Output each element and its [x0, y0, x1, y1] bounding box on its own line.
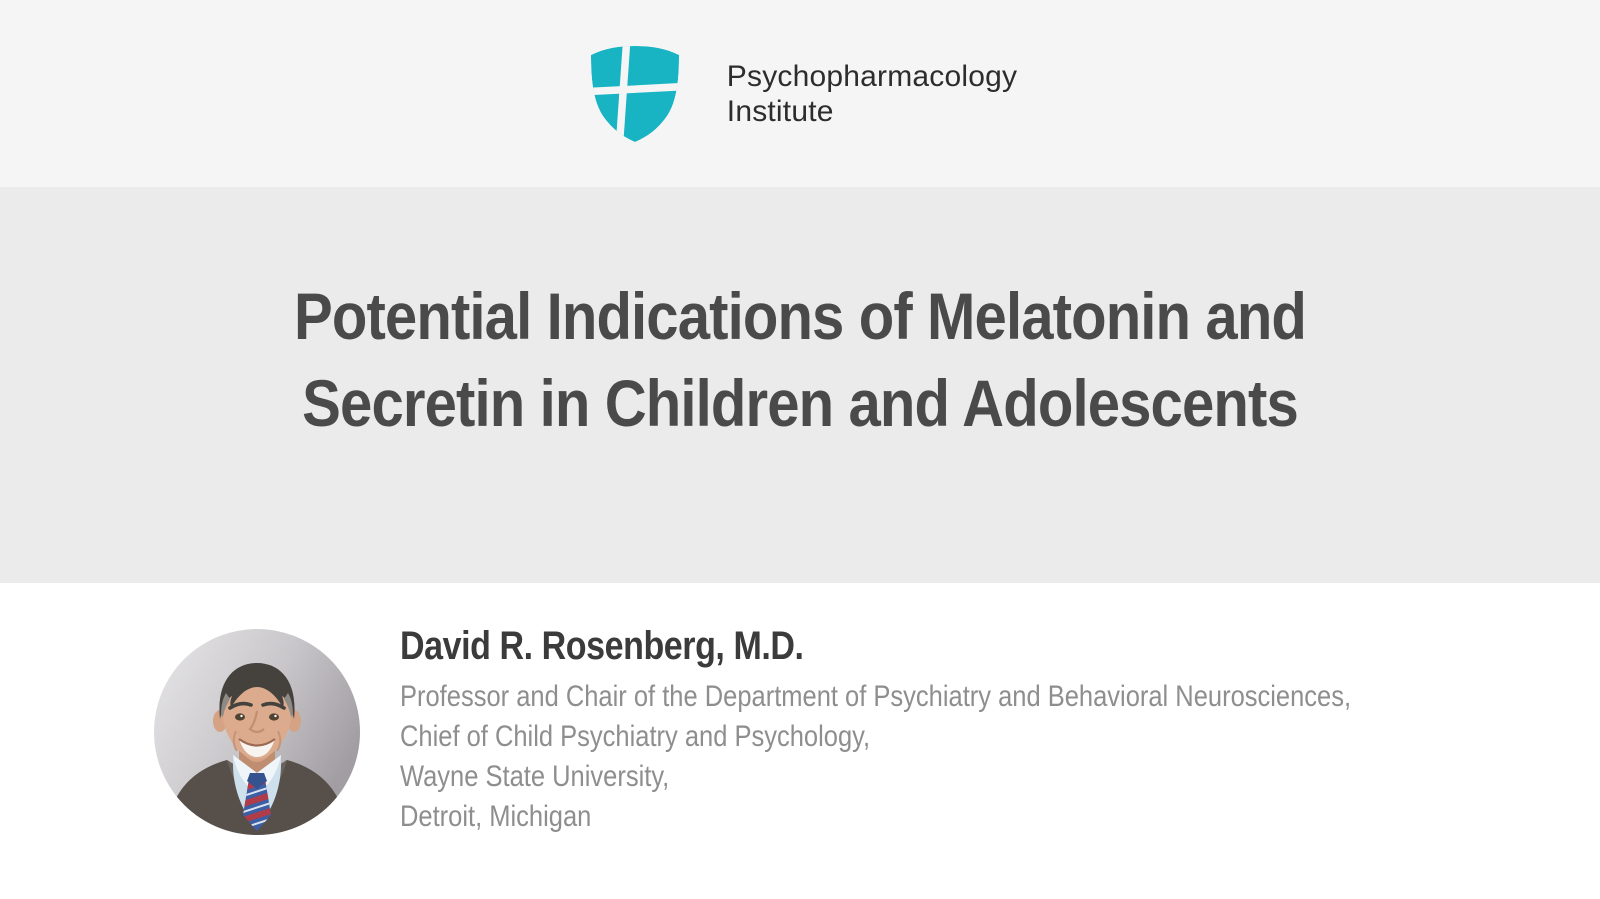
presenter-affiliation	[400, 677, 1519, 837]
presenter-section	[0, 583, 1600, 899]
affiliation-line-4: Detroit, Michigan	[400, 800, 592, 833]
presenter-name: David R. Rosenberg, M.D.	[400, 624, 804, 668]
brand-name-line-1: Psychopharmacology	[726, 59, 1018, 93]
presenter-info	[400, 623, 1519, 837]
affiliation-line-2: Chief of Child Psychiatry and Psychology,	[400, 720, 871, 753]
title-banner	[0, 187, 1600, 583]
presenter-portrait-illustration	[154, 629, 360, 835]
brand-name	[727, 59, 1017, 129]
affiliation-line-1: Professor and Chair of the Department of Psychiatry and Behavioral Neurosciences,	[400, 680, 1352, 713]
header	[0, 0, 1600, 187]
affiliation-line-3: Wayne State University,	[400, 760, 670, 793]
brand-name-line-2: Institute	[726, 94, 834, 128]
slide-title	[294, 187, 1306, 447]
slide-title-line-1: Potential Indications of Melatonin and	[293, 279, 1307, 353]
presenter-photo	[154, 629, 360, 835]
brand-logo	[583, 44, 1017, 144]
shield-logo-icon	[583, 44, 687, 144]
slide-title-line-2: Secretin in Children and Adolescents	[302, 366, 1298, 440]
